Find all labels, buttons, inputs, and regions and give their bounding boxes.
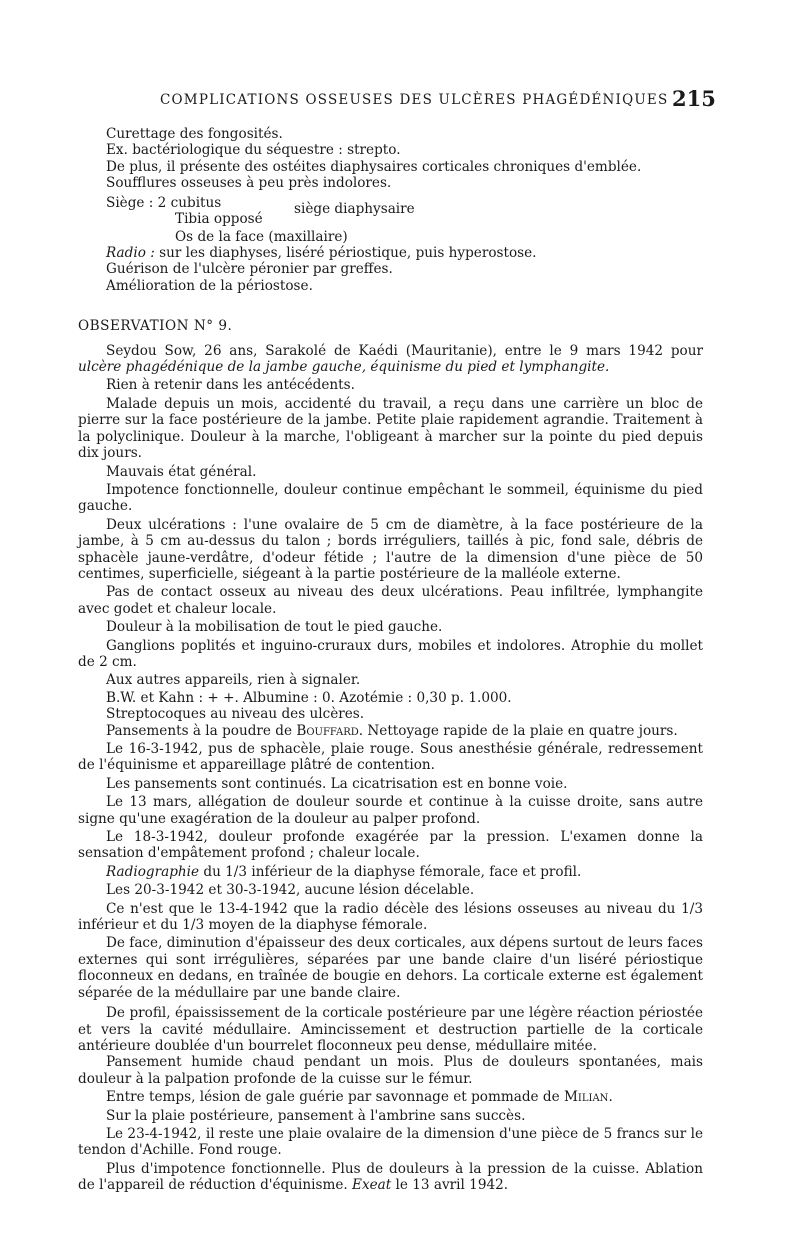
paragraph: B.W. et Kahn : + +. Albumine : 0. Azotémie : 0,30 p. 1.000. — [106, 689, 512, 706]
text-span: . Nettoyage rapide de la plaie en quatre jours. — [358, 722, 678, 739]
paragraph — [78, 1161, 703, 1194]
paragraph: Le 18-3-1942, douleur profonde exagérée par la pression. L'examen donne la sensation d'empâtement profond ; chaleur locale. — [78, 829, 703, 862]
paragraph: Impotence fonctionnelle, douleur continue empêchant le sommeil, équinisme du pied gauche. — [78, 481, 703, 515]
radio-label: Radio : — [106, 245, 155, 262]
paragraph — [78, 864, 703, 880]
text-span: . — [608, 1089, 613, 1106]
paragraph: Deux ulcérations : l'une ovalaire de 5 cm de diamètre, à la face postérieure de la jambe, à 5 cm au-dessus du talon ; bords irréguliers, taillés à pic, fond sale, débris de sphacèle jaune-verdâtre, d'odeur fétide ; l'autre de la dimension d'une pièce de 50 centimes, superficielle, siégeant à la partie postérieure de la malléole externe. — [78, 516, 703, 582]
paragraph: Malade depuis un mois, accidenté du travail, a reçu dans une carrière un bloc de pierre sur la face postérieure de la jambe. Petite plaie rapidement agrandie. Traitement à la polyclinique. Douleur à la marche, l'obligeant à marcher sur la pointe du pied depuis dix jours. — [78, 395, 703, 462]
radio-text: sur les diaphyses, liséré périostique, puis hyperostose. — [154, 245, 537, 262]
radio-line — [78, 245, 703, 261]
text-line: Ex. bactériologique du séquestre : strepto. — [106, 142, 401, 159]
paragraph: Le 16-3-1942, pus de sphacèle, plaie rouge. Sous anesthésie générale, redressement de l'équinisme et appareillage plâtré de contention. — [78, 741, 703, 774]
paragraph: Sur la plaie postérieure, pansement à l'ambrine sans succès. — [106, 1107, 526, 1124]
text-line: De plus, il présente des ostéites diaphysaires corticales chroniques d'emblée. — [106, 158, 642, 175]
author-name: Bouffard — [296, 722, 359, 739]
paragraph: Aux autres appareils, rien à signaler. — [106, 672, 361, 689]
paragraph: De face, diminution d'épaisseur des deux corticales, aux dépens surtout de leurs faces externes qui sont irrégulières, séparées par une bande claire d'un liséré périostique floconneux en dedans, en traînée de bougie en dehors. La corticale externe est également séparée de la médullaire par une bande claire. — [78, 935, 703, 1001]
paragraph: Pas de contact osseux au niveau des deux ulcérations. Peau infiltrée, lymphangite avec godet et chaleur locale. — [78, 584, 703, 617]
paragraph: Le 23-4-1942, il reste une plaie ovalaire de la dimension d'une pièce de 5 francs sur le tendon d'Achille. Fond rouge. — [78, 1125, 703, 1159]
text-span: Pansements à la poudre de — [106, 722, 297, 739]
paragraph: Les pansements sont continués. La cicatrisation est en bonne voie. — [106, 775, 568, 792]
paragraph: Streptocoques au niveau des ulcères. — [106, 706, 365, 723]
paragraph: De profil, épaississement de la corticale postérieure par une légère réaction périostée et vers la cavité médullaire. Amincissement et destruction partielle de la corticale antérieure doublée d'un bourrelet floconneux peu dense, médullaire mitée. — [78, 1005, 703, 1054]
text-span: Plus d'impotence fonctionnelle. Plus de douleurs à la pression de la cuisse. Ablation de l'appareil de réduction d'équinisme. — [78, 1160, 703, 1194]
paragraph: Ganglions poplités et inguino-cruraux durs, mobiles et indolores. Atrophie du mollet de 2 cm. — [78, 637, 703, 670]
text-line: Soufflures osseuses à peu près indolores. — [106, 175, 392, 192]
paragraph — [78, 723, 703, 739]
siege-list — [78, 195, 703, 229]
running-title: COMPLICATIONS OSSEUSES DES ULCÈRES PHAGÉDÉNIQUES — [160, 92, 669, 108]
siege-face: Os de la face (maxillaire) — [175, 228, 348, 245]
paragraph: Mauvais état général. — [106, 463, 257, 480]
text-span: le 13 avril 1942. — [391, 1177, 509, 1194]
page-header — [0, 86, 800, 116]
page-number: 215 — [672, 86, 716, 111]
paragraph — [78, 343, 703, 376]
author-name: Milian — [564, 1089, 609, 1106]
paragraph: Douleur à la mobilisation de tout le pied gauche. — [106, 619, 443, 636]
intro-text: Seydou Sow, 26 ans, Sarakolé de Kaédi (Mauritanie), entre le 9 mars 1942 pour — [106, 342, 703, 359]
paragraph: Ce n'est que le 13-4-1942 que la radio décèle des lésions osseuses au niveau du 1/3 inférieur et du 1/3 moyen de la diaphyse fémorale. — [78, 900, 703, 934]
observation-heading: OBSERVATION N° 9. — [78, 318, 233, 335]
siege-diaphysaire: siège diaphysaire — [294, 200, 415, 217]
siege-label: Siège : 2 cubitus — [106, 194, 222, 211]
siege-tibia: Tibia opposé — [175, 210, 263, 227]
page-body — [78, 126, 703, 1194]
intro-diagnosis: ulcère phagédénique de la jambe gauche, équinisme du pied et lymphangite. — [78, 359, 610, 376]
text-line: Guérison de l'ulcère péronier par greffes. — [106, 261, 393, 278]
paragraph: Pansement humide chaud pendant un mois. Plus de douleurs spontanées, mais douleur à la palpation profonde de la cuisse sur le fémur. — [78, 1054, 703, 1087]
paragraph — [78, 1089, 703, 1105]
paragraph: Les 20-3-1942 et 30-3-1942, aucune lésion décelable. — [106, 882, 475, 899]
text-span: du 1/3 inférieur de la diaphyse fémorale, face et profil. — [199, 863, 582, 880]
text-line: Amélioration de la périostose. — [106, 277, 313, 294]
text-line: Curettage des fongosités. — [106, 126, 283, 142]
paragraph: Le 13 mars, allégation de douleur sourde et continue à la cuisse droite, sans autre signe qu'une exagération de la douleur au palper profond. — [78, 794, 703, 827]
text-span: Entre temps, lésion de gale guérie par savonnage et pommade de — [106, 1089, 564, 1106]
paragraph: Rien à retenir dans les antécédents. — [106, 377, 355, 394]
radiographie-label: Radiographie — [106, 863, 200, 880]
exeat-word: Exeat — [352, 1177, 392, 1194]
